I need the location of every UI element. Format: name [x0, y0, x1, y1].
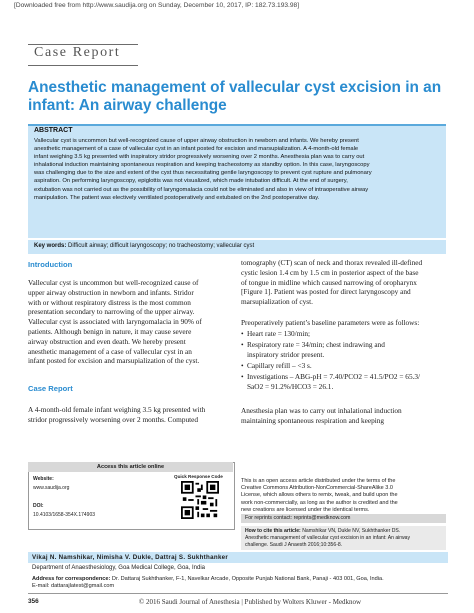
- cite-text-1: Namshikar VN, Dukle NV, Sukhthanker DS.: [302, 528, 401, 534]
- download-banner: [Downloaded free from http://www.saudija.org on Sunday, December 10, 2017, IP: 182.73.193.98]: [14, 2, 300, 9]
- plan-line: Anesthesia plan was to carry out inhalational induction: [241, 406, 402, 415]
- abstract-line: inhalational induction maintaining spontaneous respiration and keeping tracheostomy as standby option. In this case, laryngoscopy: [34, 162, 370, 169]
- page-number: 356: [28, 598, 39, 605]
- intro-line: upper airway obstruction in newborn and infants. Stridor: [28, 287, 194, 297]
- anesthesia-plan: [241, 406, 446, 426]
- abstract-line: anesthetic management of a case of vallecular cyst in an infant posted for excision and marsupialization. A 4-month-old female: [34, 146, 359, 153]
- reprints-contact: For reprints contact: reprints@medknow.com: [241, 514, 446, 523]
- baseline-intro: Preoperatively patient’s baseline parameters were as follows:: [241, 318, 420, 327]
- website-label: Website:: [33, 476, 54, 482]
- introduction-body: [28, 278, 233, 366]
- footer-divider: [28, 593, 448, 594]
- abstract-line: aspiration. On performing laryngoscopy, epiglottis was not visualized, which made intubation difficult. At the end of surgery,: [34, 178, 348, 185]
- bullet-respiratory-cont: inspiratory stridor present.: [247, 350, 325, 359]
- address-label: Address for correspondence:: [32, 576, 111, 582]
- case-line: stridor progressively worsening over 2 months. Computed: [28, 414, 199, 424]
- article-type-label: Case Report: [34, 45, 121, 60]
- license-line: This is an open access article distributed under the terms of the: [241, 478, 396, 484]
- intro-line: anesthetic management of a case of vallecular cyst in an: [28, 346, 192, 356]
- article-title: Anesthetic management of vallecular cyst excision in an infant: An airway challenge: [28, 79, 442, 114]
- license-line: work non-commercially, as long as the author is credited and the: [241, 499, 398, 506]
- abstract-line: Vallecular cyst is uncommon but well-recognized cause of upper airway obstruction in newborn and infants. We hereby present: [34, 138, 359, 144]
- website-link[interactable]: www.saudija.org: [33, 485, 70, 491]
- bullet-investigations-cont: SaO2 = 91.2%/HCO3 = 26.1.: [247, 382, 334, 391]
- case-line: A 4-month-old female infant weighing 3.5 kg presented with: [28, 405, 206, 414]
- right-column-body: [241, 258, 446, 307]
- abstract-line: manipulation. The patient was electively ventilated postoperatively and extubated on the 2nd postoperative day.: [34, 194, 320, 201]
- abstract-body: [34, 137, 442, 202]
- body-line: of tongue in midline which caused narrowing of oropharynx: [241, 277, 417, 287]
- author-list: Vikaj N. Namshikar, Nimisha V. Dukle, Dattraj S. Sukhthanker: [28, 552, 448, 563]
- body-line: [Figure 1]. Patient was posted for direct laryngoscopy and: [241, 287, 411, 297]
- intro-line: Vallecular cyst is associated with laryngomalacia in 90% of: [28, 317, 202, 327]
- abstract-heading: ABSTRACT: [34, 127, 73, 134]
- license-line: License, which allows others to remix, tweak, and build upon the: [241, 492, 398, 499]
- cite-text-2: Anesthetic management of vallecular cyst excision in an infant: An airway: [245, 534, 411, 541]
- license-line: new creations are licensed under the identical terms.: [241, 506, 370, 513]
- keywords-text: [34, 243, 254, 249]
- bullet-heart-rate: • Heart rate = 130/min;: [247, 329, 446, 339]
- intro-line: with or without respiratory distress is the most common: [28, 297, 191, 307]
- body-line: tomography (CT) scan of neck and thorax revealed ill-defined: [241, 258, 423, 267]
- abstract-line: extubation was not carried out as the possibility of laryngomalacia could not be eliminated and also in view of intraoperative airway: [34, 186, 369, 193]
- case-report-body: [28, 405, 233, 425]
- bullet-investigations: • Investigations – ABG-pH = 7.40/PCO2 = 41.5/PO2 = 65.3/: [247, 372, 446, 382]
- intro-line: infant posted for excision and marsupialization of the cyst.: [28, 356, 200, 366]
- cite-text-3: challenge. Saudi J Anaesth 2016;10:356-8.: [245, 541, 343, 548]
- how-to-cite-box: [241, 526, 446, 550]
- abstract-line: infant weighing 3.5 kg presented with inspiratory stridor progressively worsening over 2 months. Anesthesia plan was to carry out: [34, 154, 365, 161]
- bullet-respiratory-rate: • Respiratory rate = 34/min; chest indrawing and: [247, 340, 446, 350]
- keywords-label: Key words:: [34, 243, 67, 249]
- intro-line: patients. Although benign in nature, it may cause severe: [28, 326, 192, 336]
- keywords-value: Difficult airway; difficult laryngoscopy; no tracheostomy; vallecular cyst: [68, 243, 255, 249]
- introduction-heading: Introduction: [28, 260, 73, 269]
- body-line: cystic lesion 1.4 cm by 1.5 cm in posterior aspect of the base: [241, 267, 419, 277]
- body-line: marsupialization of cyst.: [241, 297, 313, 307]
- footer-copyright: © 2016 Saudi Journal of Anesthesia | Published by Wolters Kluwer - Medknow: [138, 598, 362, 606]
- intro-line: Vallecular cyst is uncommon but well-recognized cause of: [28, 278, 199, 287]
- doi-value[interactable]: 10.4103/1658-354X.174903: [33, 512, 96, 518]
- correspondence-address: [32, 576, 448, 591]
- plan-line: maintaining spontaneous respiration and keeping: [241, 415, 385, 425]
- license-text: [241, 478, 446, 514]
- access-online-title: Access this article online: [28, 462, 233, 472]
- qr-label: Quick Response Code: [174, 474, 223, 479]
- intro-line: airway obstruction and even death. We hereby present: [28, 336, 186, 346]
- doi-label: DOI:: [33, 503, 44, 509]
- intro-line: presentation secondary to narrowing of the upper airway.: [28, 307, 195, 317]
- bullet-capillary-refill: • Capillary refill – <3 s.: [247, 361, 446, 371]
- license-line: Creative Commons Attribution-NonCommercial-ShareAlike 3.0: [241, 485, 393, 492]
- qr-code-icon: [181, 481, 219, 519]
- affiliation: Department of Anaesthesiology, Goa Medical College, Goa, India: [32, 565, 205, 571]
- cite-label: How to cite this article:: [245, 528, 301, 534]
- address-line-1: Dr. Dattaraj Sukhthanker, F-1, Navelkar Arcade, Opposite Punjab National Bank, Panaji - 403 001, Goa, India.: [111, 576, 384, 582]
- abstract-line: was challenging due to the size and extent of the cyst thus necessitating gentle laryngoscopy to prevent cyst rupture and pulmonary: [34, 170, 372, 177]
- email-line[interactable]: E-mail: dattarajlatest@gmail.com: [32, 583, 115, 590]
- case-report-heading: Case Report: [28, 384, 73, 393]
